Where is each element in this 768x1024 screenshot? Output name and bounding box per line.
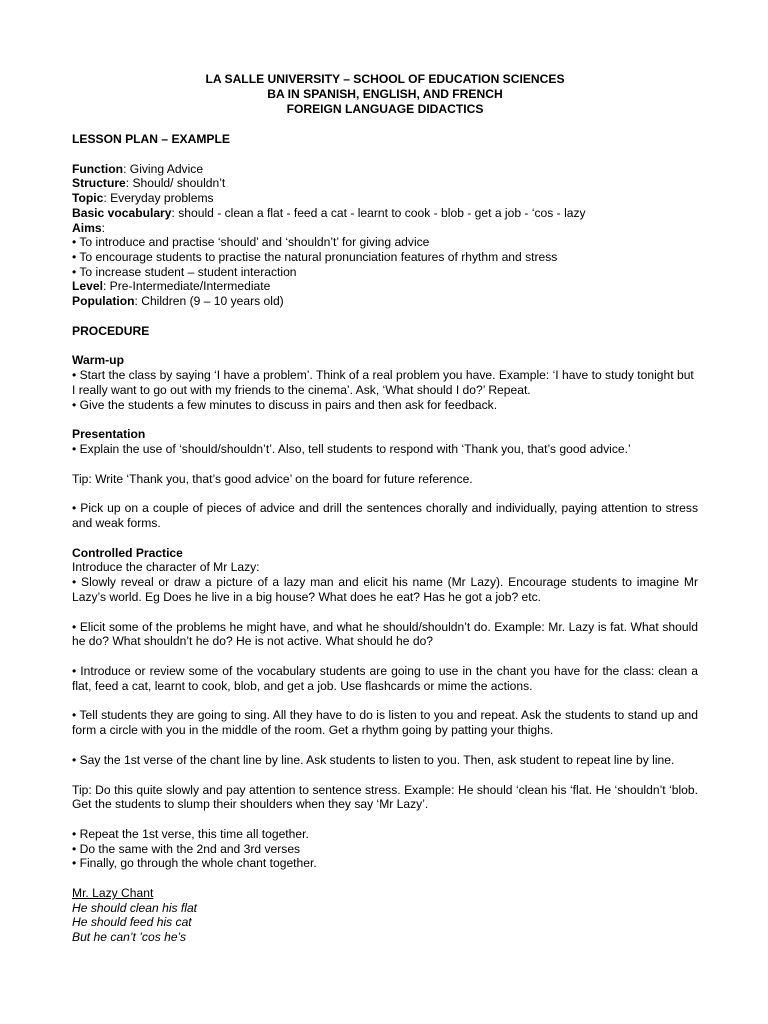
- header-line-1: LA SALLE UNIVERSITY – SCHOOL OF EDUCATION SCIENCES: [205, 72, 565, 86]
- aims-value: :: [101, 220, 105, 235]
- presentation-paragraph-1: • Explain the use of ‘should/shouldn’t’. Also, tell students to respond with ‘Thank you, that’s good advice.’: [72, 441, 631, 456]
- structure-label: Structure: [72, 176, 126, 191]
- presentation-paragraph-2: • Pick up on a couple of pieces of advice and drill the sentences chorally and individually, paying attention to stress and weak forms.: [72, 501, 698, 531]
- chant-title: Mr. Lazy Chant: [72, 886, 154, 901]
- function-label: Function: [72, 161, 124, 176]
- structure-value: : Should/ shouldn’t: [125, 176, 226, 191]
- warmup-heading: Warm-up: [72, 353, 124, 368]
- warmup-paragraph-1: • Start the class by saying ‘I have a problem’. Think of a real problem you have. Example: ‘I have to study tonight but I really want to go out with my friends to the cinema’. Ask, ‘What should I do?’ Repeat.: [72, 368, 694, 397]
- presentation-heading: Presentation: [72, 427, 146, 442]
- vocab-line: [72, 206, 698, 221]
- aim-item: • To introduce and practise ‘should’ and ‘shouldn’t’ for giving advice: [72, 235, 430, 250]
- lesson-title: LESSON PLAN – EXAMPLE: [72, 132, 230, 146]
- header-line-3: FOREIGN LANGUAGE DIDACTICS: [286, 102, 484, 116]
- header-line-2: BA IN SPANISH, ENGLISH, AND FRENCH: [267, 87, 503, 101]
- level-value: : Pre-Intermediate/Intermediate: [102, 279, 271, 294]
- controlled-paragraph-2: • Elicit some of the problems he might have, and what he should/shouldn’t do. Example: Mr. Lazy is fat. What should he do? What shouldn’t he do? He is not active. What should he do?: [72, 619, 698, 649]
- population-value: : Children (9 – 10 years old): [134, 294, 284, 309]
- presentation-tip: Tip: Write ‘Thank you, that’s good advice’ on the board for future reference.: [72, 471, 473, 486]
- controlled-paragraph-3: • Introduce or review some of the vocabulary students are going to use in the chant you have for the class: clean a flat, feed a cat, learnt to cook, blob, and get a job. Use flashcards or mime the actions.: [72, 663, 698, 693]
- list-item: • Repeat the 1st verse, this time all together.: [72, 826, 309, 841]
- function-line: [72, 162, 698, 177]
- vocab-label: Basic vocabulary: [72, 205, 172, 220]
- topic-line: [72, 191, 698, 206]
- level-line: [72, 279, 698, 294]
- controlled-paragraph-5: • Say the 1st verse of the chant line by line. Ask students to listen to you. Then, ask student to repeat line by line.: [72, 752, 675, 767]
- list-item: • Finally, go through the whole chant together.: [72, 856, 317, 871]
- topic-label: Topic: [72, 191, 104, 206]
- chant-line: But he can’t ’cos he’s: [72, 930, 187, 945]
- population-line: [72, 294, 698, 309]
- controlled-practice-heading: Controlled Practice: [72, 545, 183, 560]
- aim-item: • To encourage students to practise the natural pronunciation features of rhythm and stress: [72, 249, 558, 264]
- chant-line: He should clean his flat: [72, 900, 198, 915]
- controlled-intro: Introduce the character of Mr Lazy:: [72, 560, 260, 575]
- warmup-paragraph-2: • Give the students a few minutes to discuss in pairs and then ask for feedback.: [72, 397, 498, 412]
- function-value: : Giving Advice: [123, 161, 204, 176]
- lesson-info: [72, 162, 698, 309]
- chant-line: He should feed his cat: [72, 915, 192, 930]
- controlled-paragraph-1: • Slowly reveal or draw a picture of a lazy man and elicit his name (Mr Lazy). Encourage students to imagine Mr Lazy’s world. Eg Does he live in a big house? What does he eat? Has he got a job? etc.: [72, 575, 698, 604]
- aim-item: • To increase student – student interaction: [72, 264, 297, 279]
- list-item: • Do the same with the 2nd and 3rd verses: [72, 841, 301, 856]
- aims-line: [72, 221, 698, 236]
- level-label: Level: [72, 279, 103, 294]
- controlled-tip: Tip: Do this quite slowly and pay attention to sentence stress. Example: He should ‘clean his ‘flat. He ‘shouldn’t ‘blob. Get the students to slump their shoulders when they say ‘Mr Lazy’.: [72, 782, 698, 812]
- vocab-value: : should - clean a flat - feed a cat - learnt to cook - blob - get a job - ‘cos - lazy: [171, 205, 586, 220]
- procedure-title: PROCEDURE: [72, 323, 150, 338]
- structure-line: [72, 176, 698, 191]
- document-header: [72, 72, 698, 117]
- document-page: [72, 72, 698, 945]
- population-label: Population: [72, 294, 135, 309]
- topic-value: : Everyday problems: [103, 191, 214, 206]
- controlled-paragraph-4: • Tell students they are going to sing. All they have to do is listen to you and repeat. Ask the students to stand up and form a circle with you in the middle of the room. Get a rhythm going by patting your thighs.: [72, 708, 698, 738]
- aims-label: Aims: [72, 220, 102, 235]
